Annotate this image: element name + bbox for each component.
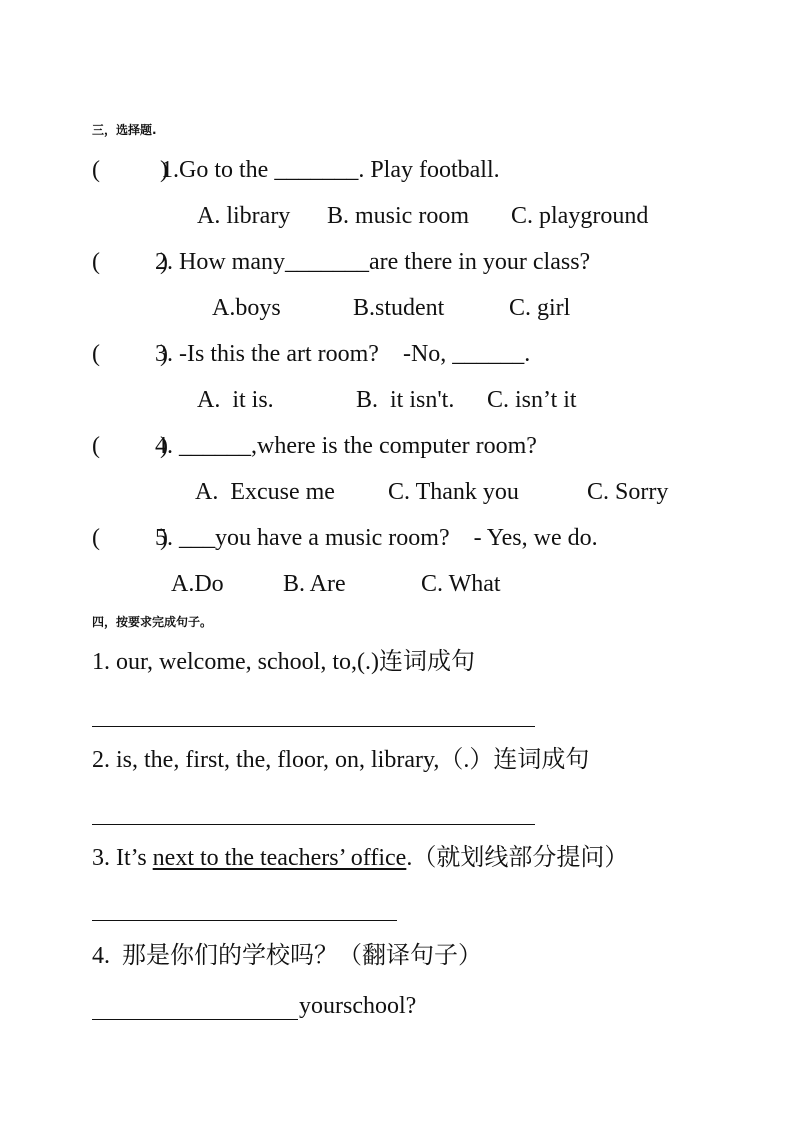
- option-b: B. Are: [283, 571, 346, 597]
- sentence-item-4: 4. 那是你们的学校吗？（翻译句子）: [92, 943, 482, 969]
- option-a: A.boys: [212, 295, 281, 321]
- section-4-heading: 四，按要求完成句子。: [92, 615, 213, 629]
- sentence-suffix: .（就划线部分提问）: [406, 845, 629, 871]
- section-3-heading: 三，选择题.: [92, 123, 157, 137]
- answer-line-2[interactable]: [92, 824, 535, 825]
- option-a: A. Excuse me: [195, 479, 335, 505]
- answer-paren[interactable]: ( ): [92, 433, 168, 459]
- answer-paren[interactable]: ( ): [92, 249, 168, 275]
- question-stem: 5. ___you have a music room? - Yes, we do.: [155, 525, 598, 551]
- answer-line-3[interactable]: [92, 920, 397, 921]
- sentence-item-2: 2. is, the, first, the, floor, on, library,（.）连词成句: [92, 747, 590, 773]
- question-stem: 2. How many_______are there in your class?: [155, 249, 591, 275]
- sentence-item-1: 1. our, welcome, school, to,(.)连词成句: [92, 649, 475, 675]
- question-stem: 3. -Is this the art room? -No, ______.: [155, 341, 531, 367]
- answer-line-4[interactable]: [92, 1019, 298, 1020]
- answer-line-1[interactable]: [92, 726, 535, 727]
- sentence-item-3: [92, 846, 628, 870]
- option-c: C. girl: [509, 295, 571, 321]
- option-a: A. library: [197, 203, 291, 229]
- option-b: B. music room: [327, 203, 469, 229]
- option-c: C. Sorry: [587, 479, 669, 505]
- question-stem: 1.Go to the _______. Play football.: [155, 157, 500, 183]
- option-c: C. What: [421, 571, 501, 597]
- answer-paren[interactable]: ( ): [92, 341, 168, 367]
- answer-paren[interactable]: ( ): [92, 157, 168, 183]
- underlined-phrase: next to the teachers’ office: [152, 845, 407, 871]
- sentence-prefix: 3. It’s: [92, 845, 153, 871]
- option-b: B.student: [353, 295, 445, 321]
- option-b: B. it isn't.: [356, 387, 455, 413]
- answer-suffix: yourschool?: [299, 993, 417, 1019]
- option-c: C. isn’t it: [487, 387, 577, 413]
- option-a: A. it is.: [197, 387, 274, 413]
- option-c: C. playground: [511, 203, 649, 229]
- option-b: C. Thank you: [388, 479, 519, 505]
- option-a: A.Do: [171, 571, 224, 597]
- question-stem: 4. ______,where is the computer room?: [155, 433, 537, 459]
- answer-paren[interactable]: ( ): [92, 525, 168, 551]
